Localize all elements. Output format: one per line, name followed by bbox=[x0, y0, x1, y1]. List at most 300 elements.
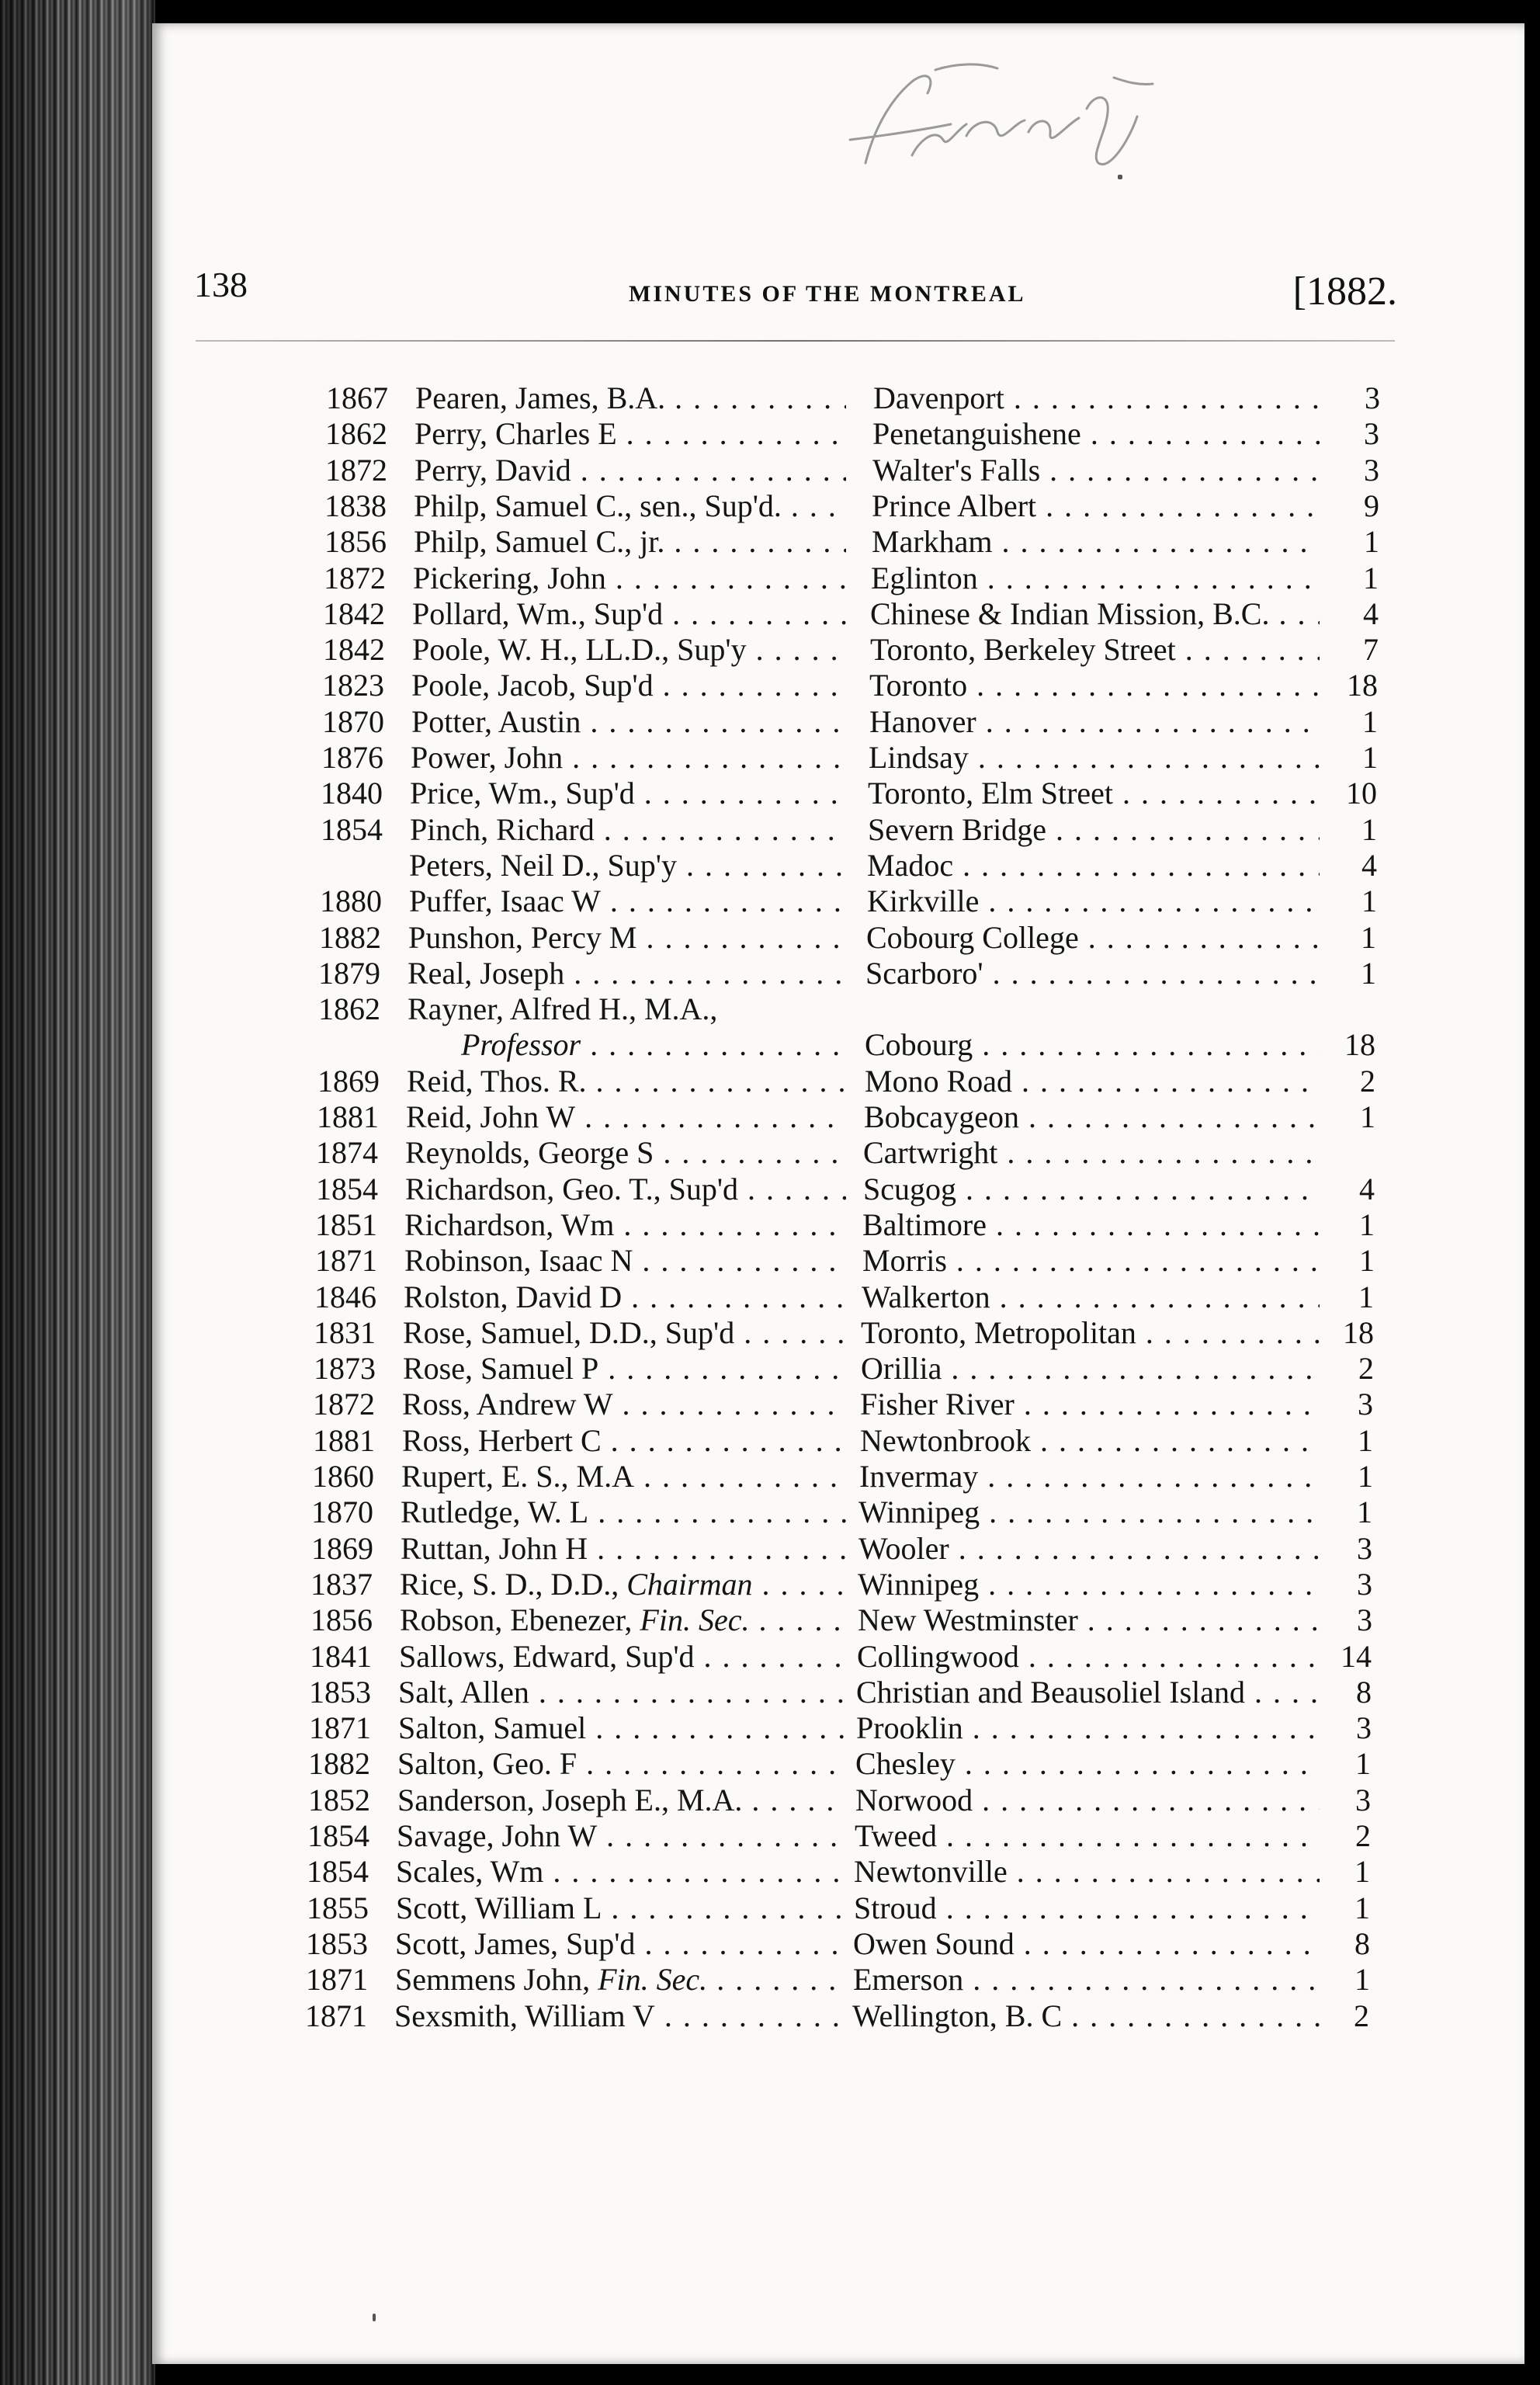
entry-place bbox=[865, 1064, 1320, 1099]
entry-year: 1871 bbox=[305, 1998, 367, 2033]
table-row bbox=[0, 1099, 1540, 1135]
entry-name bbox=[395, 1962, 846, 1998]
entry-name bbox=[406, 1099, 846, 1135]
entry-place bbox=[854, 1854, 1320, 1890]
table-row bbox=[0, 1818, 1540, 1854]
entry-place bbox=[865, 956, 1320, 991]
entry-place-text: Toronto, Elm Street bbox=[868, 776, 1114, 811]
entry-place-text: Baltimore bbox=[862, 1206, 987, 1242]
entry-years: 10 bbox=[1346, 776, 1377, 811]
entry-place-text: Chinese & Indian Mission, B.C. bbox=[870, 595, 1270, 631]
entry-place bbox=[857, 1639, 1320, 1675]
entry-place bbox=[853, 1962, 1320, 1998]
entry-years: 1 bbox=[1358, 1422, 1373, 1458]
entry-place-text: Lindsay bbox=[869, 740, 969, 775]
entry-years: 2 bbox=[1354, 1998, 1369, 2033]
entry-year: 1841 bbox=[310, 1638, 372, 1674]
entry-place-text: Toronto, Berkeley Street bbox=[870, 632, 1176, 668]
entry-name-text: Scales, Wm bbox=[396, 1854, 544, 1890]
table-row bbox=[0, 380, 1540, 416]
entry-name-text: Scott, William L bbox=[396, 1890, 602, 1925]
table-row bbox=[0, 1567, 1540, 1602]
entry-name-italic: Professor bbox=[461, 1027, 581, 1063]
entry-name-text: Poole, Jacob, Sup'd bbox=[411, 668, 654, 703]
table-row bbox=[0, 1351, 1540, 1387]
entry-year: 1869 bbox=[311, 1530, 373, 1566]
entry-years: 1 bbox=[1361, 884, 1377, 919]
table-row bbox=[0, 524, 1540, 560]
entry-year: 1862 bbox=[325, 416, 387, 452]
entry-year: 1881 bbox=[317, 1099, 379, 1134]
entry-place-text: Walter's Falls bbox=[872, 452, 1041, 488]
entry-name bbox=[403, 1351, 846, 1387]
table-row bbox=[0, 1639, 1540, 1675]
entry-place bbox=[860, 1423, 1320, 1459]
entry-place bbox=[862, 1279, 1320, 1315]
entry-name bbox=[397, 1818, 846, 1854]
table-row bbox=[0, 1172, 1540, 1207]
table-row bbox=[0, 956, 1540, 991]
entry-place bbox=[858, 1567, 1320, 1602]
entry-name bbox=[411, 704, 846, 740]
entry-place-text: Hanover bbox=[869, 703, 976, 739]
table-row bbox=[0, 920, 1540, 956]
table-row bbox=[0, 1459, 1540, 1495]
entry-name bbox=[401, 1531, 846, 1567]
entry-place-text: Norwood bbox=[855, 1782, 973, 1817]
entry-year: 1874 bbox=[316, 1135, 378, 1171]
table-row bbox=[0, 1926, 1540, 1962]
entry-years: 2 bbox=[1360, 1063, 1375, 1099]
entry-name bbox=[401, 1495, 846, 1530]
entry-place-text: Toronto bbox=[869, 668, 968, 703]
entry-place bbox=[862, 1243, 1320, 1279]
entry-year: 1862 bbox=[318, 991, 380, 1027]
table-row bbox=[0, 1854, 1540, 1890]
entry-name-text: Pollard, Wm., Sup'd bbox=[412, 595, 664, 631]
entry-name bbox=[399, 1639, 846, 1675]
entry-years: 14 bbox=[1341, 1638, 1372, 1674]
entry-name-text: Ruttan, John H bbox=[401, 1530, 588, 1566]
entry-name-text: Rose, Samuel, D.D., Sup'd bbox=[403, 1314, 735, 1350]
entry-place-text: Chesley bbox=[855, 1746, 956, 1782]
table-row bbox=[0, 1890, 1540, 1926]
entry-name-text: Rose, Samuel P bbox=[403, 1351, 599, 1387]
entry-place bbox=[869, 668, 1320, 703]
entry-years: 3 bbox=[1358, 1387, 1373, 1422]
entry-year: 1854 bbox=[321, 811, 383, 847]
entry-place bbox=[862, 1207, 1320, 1243]
entry-place bbox=[858, 1602, 1320, 1638]
entry-name-text: Ross, Andrew W bbox=[402, 1387, 613, 1422]
entry-name bbox=[403, 1315, 846, 1351]
entry-name-text: Salton, Geo. F bbox=[397, 1746, 578, 1782]
entry-year: 1871 bbox=[315, 1243, 377, 1279]
table-row bbox=[0, 812, 1540, 848]
entry-years: 1 bbox=[1361, 919, 1376, 955]
entry-name-text: Reynolds, George S bbox=[405, 1135, 654, 1171]
entry-place bbox=[864, 1099, 1320, 1135]
entry-place-text: Emerson bbox=[853, 1962, 964, 1998]
entry-place-text: Prooklin bbox=[856, 1710, 963, 1746]
entry-name bbox=[401, 1459, 846, 1495]
entry-year: 1854 bbox=[316, 1171, 378, 1206]
entry-name bbox=[398, 1710, 846, 1746]
entry-name bbox=[404, 1279, 846, 1315]
entry-name-text: Perry, David bbox=[414, 452, 571, 488]
entry-name-text: Sallows, Edward, Sup'd bbox=[399, 1638, 695, 1674]
entry-place bbox=[868, 812, 1320, 848]
entry-place-text: Wellington, B. C bbox=[852, 1998, 1063, 2033]
entry-years: 1 bbox=[1359, 1243, 1375, 1279]
entry-years: 9 bbox=[1364, 488, 1379, 523]
entry-name bbox=[405, 1172, 846, 1207]
entry-place-text: Eglinton bbox=[871, 560, 978, 595]
table-row bbox=[0, 884, 1540, 919]
table-row bbox=[0, 1962, 1540, 1998]
entry-name-text: Richardson, Geo. T., Sup'd bbox=[405, 1171, 739, 1206]
table-row bbox=[0, 991, 1540, 1027]
entry-year: 1882 bbox=[319, 919, 381, 955]
entry-place bbox=[872, 453, 1320, 488]
table-row bbox=[0, 632, 1540, 668]
entry-name-text: Rice, S. D., D.D., bbox=[400, 1566, 619, 1602]
entry-place bbox=[863, 1135, 1320, 1171]
entry-year: 1855 bbox=[307, 1890, 369, 1925]
table-row bbox=[0, 596, 1540, 632]
table-row bbox=[0, 1207, 1540, 1243]
entry-years: 1 bbox=[1362, 740, 1378, 775]
entry-name bbox=[411, 740, 846, 776]
entry-years: 1 bbox=[1361, 811, 1377, 847]
entry-place bbox=[861, 1351, 1320, 1387]
entry-years: 4 bbox=[1361, 847, 1377, 883]
entry-name-text: Rayner, Alfred H., M.A., bbox=[408, 991, 718, 1027]
entry-years: 1 bbox=[1364, 524, 1379, 560]
header-year: [1882. bbox=[1292, 269, 1397, 314]
entry-years: 3 bbox=[1364, 452, 1379, 488]
entry-place bbox=[855, 1746, 1320, 1782]
table-row bbox=[0, 1387, 1540, 1422]
entry-name-text: Scott, James, Sup'd bbox=[395, 1925, 636, 1961]
entry-place-text: Fisher River bbox=[860, 1387, 1015, 1422]
entry-name bbox=[400, 1602, 846, 1638]
entry-place bbox=[872, 488, 1320, 524]
entry-years: 1 bbox=[1357, 1495, 1372, 1530]
entry-place bbox=[868, 776, 1320, 811]
entry-years: 3 bbox=[1357, 1530, 1372, 1566]
table-row bbox=[0, 848, 1540, 884]
entry-name-italic: Fin. Sec. bbox=[598, 1962, 708, 1998]
entry-year: 1870 bbox=[311, 1495, 373, 1530]
paper-speck bbox=[1118, 175, 1122, 179]
entry-name-text: Power, John bbox=[411, 740, 564, 775]
entry-years: 1 bbox=[1354, 1890, 1370, 1925]
entry-place-text: Christian and Beausoliel Island bbox=[856, 1674, 1246, 1710]
entry-name-text: Pearen, James, B.A. bbox=[415, 380, 666, 415]
entry-name bbox=[400, 1567, 846, 1602]
entry-name-text: Philp, Samuel C., sen., Sup'd. bbox=[414, 488, 782, 523]
entry-place bbox=[860, 1387, 1320, 1422]
entry-years: 1 bbox=[1359, 1206, 1375, 1242]
entry-years: 18 bbox=[1344, 1027, 1375, 1063]
table-row bbox=[0, 1423, 1540, 1459]
entry-year: 1871 bbox=[309, 1710, 371, 1746]
entry-year: 1842 bbox=[323, 595, 385, 631]
entry-place bbox=[872, 524, 1320, 560]
entry-year: 1879 bbox=[318, 955, 380, 991]
entry-year: 1872 bbox=[324, 560, 386, 595]
entry-years: 3 bbox=[1355, 1782, 1371, 1817]
entry-years: 18 bbox=[1343, 1314, 1374, 1350]
entry-name bbox=[402, 1423, 846, 1459]
entry-years: 1 bbox=[1361, 955, 1376, 991]
entry-name bbox=[413, 561, 846, 596]
entry-place bbox=[865, 1027, 1320, 1063]
table-row bbox=[0, 1531, 1540, 1567]
entry-name-text: Rutledge, W. L bbox=[401, 1495, 589, 1530]
entry-years: 2 bbox=[1358, 1351, 1374, 1387]
entry-place-text: Davenport bbox=[873, 380, 1004, 415]
entry-name-text: Sanderson, Joseph E., M.A. bbox=[397, 1782, 743, 1817]
entry-place-text: Toronto, Metropolitan bbox=[861, 1314, 1136, 1350]
entry-name-text: Peters, Neil D., Sup'y bbox=[409, 847, 677, 883]
entry-name-text: Punshon, Percy M bbox=[408, 919, 637, 955]
paper-speck bbox=[373, 2314, 376, 2321]
entry-name-text: Puffer, Isaac W bbox=[409, 884, 601, 919]
entry-name bbox=[397, 1783, 846, 1818]
entry-place-text: Newtonville bbox=[854, 1854, 1008, 1890]
entry-year: 1860 bbox=[312, 1459, 374, 1494]
table-row bbox=[0, 1783, 1540, 1818]
table-row bbox=[0, 1746, 1540, 1782]
table-row bbox=[0, 488, 1540, 524]
entry-years: 8 bbox=[1354, 1925, 1370, 1961]
entry-place-text: Winnipeg bbox=[858, 1495, 980, 1530]
entry-name bbox=[408, 920, 846, 956]
entry-year: 1838 bbox=[324, 488, 387, 523]
entry-place bbox=[869, 740, 1320, 776]
entry-place-text: Mono Road bbox=[865, 1063, 1012, 1099]
entry-years: 1 bbox=[1358, 1279, 1374, 1314]
entry-name-text: Salt, Allen bbox=[398, 1674, 529, 1710]
entry-name bbox=[408, 956, 846, 991]
entry-place-text: Winnipeg bbox=[858, 1566, 980, 1602]
entry-year: 1856 bbox=[324, 524, 387, 560]
entry-place-text: Prince Albert bbox=[872, 488, 1037, 523]
entry-place-text: Bobcaygeon bbox=[864, 1099, 1019, 1134]
entry-years: 1 bbox=[1355, 1746, 1371, 1782]
entry-name-text: Robson, Ebenezer, bbox=[400, 1602, 633, 1638]
entry-year: 1867 bbox=[326, 380, 388, 415]
entry-name-italic: Fin. Sec. bbox=[640, 1602, 750, 1638]
entry-name bbox=[404, 1207, 846, 1243]
table-row bbox=[0, 776, 1540, 811]
entry-place-text: Cobourg bbox=[865, 1027, 973, 1063]
entry-place bbox=[859, 1459, 1320, 1495]
entry-name-italic: Chairman bbox=[626, 1566, 753, 1602]
entry-place bbox=[856, 1675, 1320, 1710]
entry-place-text: New Westminster bbox=[858, 1602, 1078, 1638]
table-row bbox=[0, 416, 1540, 452]
entry-place bbox=[870, 632, 1320, 668]
entry-place bbox=[866, 920, 1320, 956]
entry-place-text: Walkerton bbox=[862, 1279, 990, 1314]
entry-years: 3 bbox=[1357, 1566, 1372, 1602]
entry-name bbox=[414, 524, 846, 560]
entry-name-text: Salton, Samuel bbox=[398, 1710, 587, 1746]
entry-name-text: Real, Joseph bbox=[408, 955, 565, 991]
entry-year: 1823 bbox=[322, 668, 384, 703]
entry-name bbox=[395, 1926, 846, 1962]
entry-place-text: Morris bbox=[862, 1243, 947, 1279]
entry-name bbox=[461, 1027, 846, 1063]
entry-place-text: Tweed bbox=[855, 1818, 938, 1853]
table-row bbox=[0, 1064, 1540, 1099]
entry-name bbox=[404, 1243, 846, 1279]
entry-year: 1881 bbox=[313, 1422, 375, 1458]
table-row bbox=[0, 1495, 1540, 1530]
entry-years: 1 bbox=[1354, 1962, 1370, 1998]
entry-place bbox=[858, 1495, 1320, 1530]
entry-years: 1 bbox=[1358, 1459, 1373, 1494]
entry-place bbox=[871, 561, 1320, 596]
entry-name bbox=[398, 1675, 846, 1710]
entry-name bbox=[408, 991, 846, 1027]
entry-years: 18 bbox=[1347, 668, 1378, 703]
entry-year: 1846 bbox=[314, 1279, 376, 1314]
entry-name-text: Price, Wm., Sup'd bbox=[410, 776, 635, 811]
entry-years: 1 bbox=[1354, 1854, 1370, 1890]
entry-place bbox=[854, 1890, 1320, 1926]
entry-place bbox=[872, 416, 1320, 452]
entry-place-text: Kirkville bbox=[867, 884, 980, 919]
entry-place bbox=[855, 1818, 1320, 1854]
entry-years: 3 bbox=[1356, 1710, 1372, 1746]
table-row bbox=[0, 1710, 1540, 1746]
entry-place bbox=[856, 1710, 1320, 1746]
entry-place-text: Collingwood bbox=[857, 1638, 1019, 1674]
entry-name bbox=[405, 1135, 846, 1171]
entry-name-text: Poole, W. H., LL.D., Sup'y bbox=[412, 632, 747, 668]
entry-years: 1 bbox=[1360, 1099, 1375, 1134]
entry-place bbox=[863, 1172, 1320, 1207]
entry-name bbox=[411, 668, 846, 703]
entry-place-text: Owen Sound bbox=[853, 1925, 1015, 1961]
entry-name bbox=[407, 1064, 846, 1099]
entry-name-text: Philp, Samuel C., jr. bbox=[414, 524, 665, 560]
entry-name-text: Perry, Charles E bbox=[414, 416, 617, 452]
entry-place-text: Scugog bbox=[863, 1171, 956, 1206]
table-row bbox=[0, 1279, 1540, 1315]
entry-years: 3 bbox=[1365, 380, 1380, 415]
entry-years: 2 bbox=[1355, 1818, 1371, 1853]
entry-name bbox=[410, 776, 846, 811]
entry-year: 1873 bbox=[314, 1351, 376, 1387]
entry-name-text: Rupert, E. S., M.A bbox=[401, 1459, 634, 1494]
entry-place-text: Madoc bbox=[867, 847, 954, 883]
entry-place-text: Newtonbrook bbox=[860, 1422, 1031, 1458]
entry-place bbox=[853, 1926, 1320, 1962]
entry-place-text: Wooler bbox=[858, 1530, 949, 1566]
entry-years: 3 bbox=[1364, 416, 1379, 452]
entry-year: 1853 bbox=[309, 1674, 371, 1710]
entry-place bbox=[867, 884, 1320, 919]
entry-years: 4 bbox=[1359, 1171, 1375, 1206]
entry-name bbox=[396, 1854, 846, 1890]
table-row bbox=[0, 668, 1540, 703]
entry-year: 1837 bbox=[310, 1566, 373, 1602]
entry-year: 1870 bbox=[322, 703, 384, 739]
entry-name bbox=[412, 632, 846, 668]
entry-place-text: Stroud bbox=[854, 1890, 937, 1925]
table-row bbox=[0, 1027, 1540, 1063]
entry-name bbox=[415, 380, 846, 416]
entry-name bbox=[397, 1746, 846, 1782]
entry-place bbox=[870, 596, 1320, 632]
entry-place-text: Cartwright bbox=[863, 1135, 998, 1171]
entry-name bbox=[409, 884, 846, 919]
entry-name bbox=[409, 848, 846, 884]
entry-years: 3 bbox=[1357, 1602, 1372, 1638]
entry-name-text: Potter, Austin bbox=[411, 703, 581, 739]
entry-name-text: Robinson, Isaac N bbox=[404, 1243, 633, 1279]
entry-name-text: Savage, John W bbox=[397, 1818, 598, 1853]
entry-year: 1851 bbox=[315, 1206, 377, 1242]
table-row bbox=[0, 1315, 1540, 1351]
table-row bbox=[0, 740, 1540, 776]
entry-place bbox=[855, 1783, 1320, 1818]
entry-name-text: Rolston, David D bbox=[404, 1279, 623, 1314]
entry-year: 1854 bbox=[307, 1854, 369, 1890]
entry-place-text: Severn Bridge bbox=[868, 811, 1046, 847]
entry-year: 1872 bbox=[313, 1387, 375, 1422]
entry-name bbox=[414, 488, 846, 524]
entry-place bbox=[867, 848, 1320, 884]
table-row bbox=[0, 1602, 1540, 1638]
entry-name-text: Pinch, Richard bbox=[410, 811, 595, 847]
entry-year: 1880 bbox=[320, 884, 382, 919]
table-row bbox=[0, 1675, 1540, 1710]
entry-name-text: Semmens John, bbox=[395, 1962, 591, 1998]
entry-name-text: Ross, Herbert C bbox=[402, 1422, 602, 1458]
entry-name bbox=[414, 416, 846, 452]
entry-place-text: Markham bbox=[872, 524, 993, 560]
entry-year: 1854 bbox=[307, 1818, 369, 1853]
table-row bbox=[0, 561, 1540, 596]
entry-name bbox=[410, 812, 846, 848]
entry-name bbox=[414, 453, 846, 488]
entry-place-text: Cobourg College bbox=[866, 919, 1079, 955]
entry-years: 7 bbox=[1363, 632, 1379, 668]
entry-name-text: Reid, John W bbox=[406, 1099, 576, 1134]
entry-name-text: Sexsmith, William V bbox=[394, 1998, 655, 2033]
entry-place-text: Scarboro' bbox=[865, 955, 983, 991]
entry-name-text: Richardson, Wm bbox=[404, 1206, 615, 1242]
entry-year: 1840 bbox=[321, 776, 383, 811]
entry-place-text: Orillia bbox=[861, 1351, 942, 1387]
entry-name bbox=[412, 596, 846, 632]
entry-name-text: Pickering, John bbox=[413, 560, 606, 595]
entry-place-text: Invermay bbox=[859, 1459, 979, 1494]
entry-year: 1831 bbox=[314, 1314, 376, 1350]
entry-place bbox=[873, 380, 1320, 416]
table-row bbox=[0, 1998, 1540, 2034]
handwritten-signature bbox=[819, 47, 1184, 194]
entry-years: 8 bbox=[1356, 1674, 1372, 1710]
table-row bbox=[0, 704, 1540, 740]
entry-year: 1871 bbox=[306, 1962, 368, 1998]
